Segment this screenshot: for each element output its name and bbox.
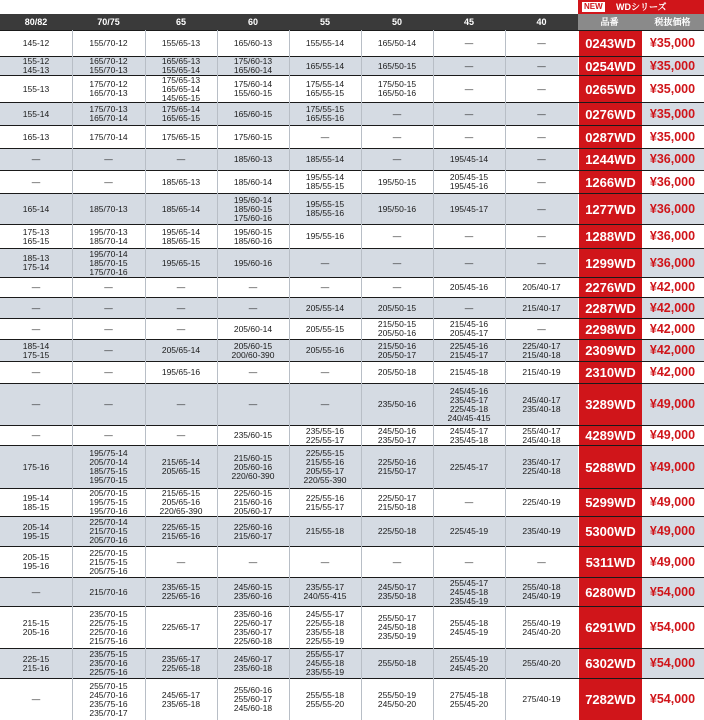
new-badge: NEW	[584, 2, 603, 11]
table-row	[0, 170, 704, 193]
size-cell: —	[248, 367, 258, 377]
price-cell: ¥49,000	[649, 459, 696, 474]
size-cell: 255/45-19 245/45-20	[449, 653, 489, 673]
price-cell: ¥35,000	[649, 106, 696, 121]
size-cell: 195/50-16	[377, 203, 417, 214]
size-cell: 255/40-19 245/40-20	[522, 617, 561, 637]
size-cell: —	[392, 556, 402, 567]
size-cell: 175/65-14 165/65-15	[161, 104, 201, 123]
column-divider	[289, 30, 290, 720]
series-banner	[578, 0, 704, 14]
size-cell: 225/70-15 215/75-15 205/75-16	[89, 547, 128, 576]
size-cell: 255/45-18 245/45-19	[449, 617, 489, 637]
size-cell: —	[176, 430, 186, 440]
table-row	[0, 648, 704, 678]
product-code: 1299WD	[578, 249, 642, 277]
size-cell: 225/50-16 215/50-17	[377, 457, 417, 476]
size-cell: 165-14	[22, 203, 50, 214]
price-cell: ¥54,000	[649, 620, 696, 634]
size-cell: 185/55-14	[305, 154, 345, 164]
table-row	[0, 339, 704, 361]
table-row	[0, 425, 704, 445]
size-cell: —	[537, 203, 546, 214]
column-divider	[72, 30, 73, 720]
size-cell: 225/40-19	[522, 497, 561, 507]
size-cell: —	[248, 302, 258, 313]
size-cell: 225-15 215-16	[22, 653, 50, 673]
size-cell: 205/55-15	[305, 323, 345, 334]
price-cell: ¥36,000	[649, 229, 696, 243]
column-header-0: 80/82	[24, 17, 48, 27]
size-cell: —	[248, 556, 258, 567]
size-cell: —	[537, 154, 546, 164]
table-row	[0, 383, 704, 425]
size-cell: 205/65-14	[161, 345, 201, 355]
size-cell: 195/55-16	[305, 231, 345, 241]
size-cell: 245/45-16 235/45-17 225/45-18 240/45-415	[447, 385, 491, 423]
price-cell: ¥54,000	[649, 656, 696, 670]
table-row	[0, 361, 704, 383]
size-cell: —	[104, 430, 113, 440]
size-cell: —	[176, 154, 186, 164]
price-cell: ¥42,000	[649, 300, 696, 315]
price-cell: ¥54,000	[649, 692, 696, 706]
size-cell: —	[104, 302, 113, 313]
size-cell: 235/55-16 225/55-17	[305, 425, 345, 445]
size-cell: 175/70-14	[89, 131, 128, 142]
size-cell: 215/40-17	[522, 302, 561, 313]
size-cell: —	[104, 399, 113, 409]
product-code: 6280WD	[578, 578, 642, 606]
product-code: 7282WD	[578, 679, 642, 720]
size-cell: —	[104, 176, 113, 187]
size-cell: 195/60-14 185/60-15 175/60-16	[233, 194, 273, 223]
price-cell: ¥36,000	[649, 174, 696, 189]
size-cell: 235/40-17 225/40-18	[522, 457, 561, 476]
price-cell: ¥49,000	[649, 397, 696, 411]
table-row	[0, 546, 704, 577]
column-divider	[217, 30, 218, 720]
size-cell: 235/75-15 235/70-16 225/75-16	[89, 649, 128, 677]
size-cell: 225/55-15 215/55-16 205/55-17 220/55-390	[303, 448, 347, 485]
size-cell: 205/70-15 195/75-15 195/70-16	[89, 488, 128, 516]
size-cell: 155/70-12	[89, 38, 128, 48]
size-cell: —	[537, 60, 546, 71]
size-cell: 165/60-15	[233, 108, 273, 119]
price-cell: ¥49,000	[649, 524, 696, 538]
size-cell: 205/45-15 195/45-16	[449, 172, 489, 191]
size-cell: 205-14 195-15	[22, 521, 50, 541]
product-code: 2287WD	[578, 298, 642, 318]
size-cell: —	[537, 108, 546, 119]
product-code: 2310WD	[578, 362, 642, 383]
size-cell: 205/55-14	[305, 302, 345, 313]
product-code: 2309WD	[578, 340, 642, 361]
table-row	[0, 577, 704, 606]
size-cell: 215/55-18	[305, 526, 345, 536]
column-header-3: 60	[247, 17, 258, 27]
size-cell: —	[320, 556, 330, 567]
size-cell: 225/50-18	[377, 526, 417, 536]
size-cell: —	[31, 430, 41, 440]
size-cell: 155-14	[22, 108, 50, 119]
size-cell: 175/65-15	[161, 131, 201, 142]
table-row	[0, 224, 704, 248]
size-cell: 205-15 195-16	[22, 552, 50, 571]
size-cell: 225/40-17 215/40-18	[522, 340, 561, 360]
product-code: 6291WD	[578, 607, 642, 648]
price-cell: ¥35,000	[649, 58, 696, 73]
product-code: 5299WD	[578, 489, 642, 516]
size-cell: 225/45-17	[449, 461, 489, 472]
size-cell: 235/50-16	[377, 399, 417, 409]
column-header-2: 65	[175, 17, 186, 27]
price-cell: ¥49,000	[649, 495, 696, 509]
series-label: WDシリーズ	[616, 2, 667, 12]
column-divider	[505, 30, 506, 720]
size-cell: 185/65-14	[161, 203, 201, 214]
price-cell: ¥42,000	[649, 365, 696, 379]
size-cell: —	[104, 282, 113, 292]
size-cell: 205/60-15 200/60-390	[231, 340, 275, 360]
column-header-7: 40	[536, 17, 547, 27]
table-row	[0, 318, 704, 339]
size-cell: —	[31, 586, 41, 597]
size-cell: 215/70-16	[89, 586, 128, 597]
table-header	[0, 0, 704, 30]
size-cell: —	[537, 83, 546, 94]
size-cell: 165/50-15	[377, 60, 417, 71]
table-row	[0, 30, 704, 56]
size-cell: 195/75-14 205/70-14 185/75-15 195/70-15	[89, 448, 128, 485]
size-cell: 215/60-15 205/60-16 220/60-390	[231, 452, 275, 481]
size-cell: 185/60-14	[233, 176, 273, 187]
price-cell: ¥35,000	[649, 36, 696, 50]
size-cell: —	[248, 282, 258, 292]
size-cell: —	[464, 497, 474, 507]
size-cell: —	[31, 694, 41, 704]
size-cell: 175/60-14 155/60-15	[233, 79, 273, 98]
size-cell: 275/45-18 255/45-20	[449, 689, 489, 709]
size-cell: 175-16	[22, 461, 50, 472]
size-cell: 155-13	[22, 83, 50, 94]
size-cell: —	[176, 323, 186, 334]
size-cell: —	[392, 108, 402, 119]
price-cell: ¥49,000	[649, 554, 696, 569]
column-header-5: 50	[391, 17, 402, 27]
size-cell: —	[537, 131, 546, 142]
size-cell: —	[104, 367, 113, 377]
size-cell: —	[464, 257, 474, 268]
size-cell: —	[104, 154, 113, 164]
size-cell: 215/40-19	[522, 367, 561, 377]
size-cell: —	[31, 282, 41, 292]
column-divider	[145, 30, 146, 720]
size-cell: —	[464, 83, 474, 94]
product-code: 2298WD	[578, 319, 642, 339]
size-cell: 205/55-16	[305, 345, 345, 355]
size-cell: 175/60-13 165/60-14	[233, 56, 273, 75]
size-cell: 205/50-18	[377, 367, 417, 377]
size-cell: —	[464, 108, 474, 119]
column-header-8: 品番	[600, 17, 619, 27]
size-cell: 165/55-14	[305, 60, 345, 71]
size-cell: 175/65-13 165/65-14 145/65-15	[161, 74, 201, 103]
size-cell: 165-13	[22, 131, 50, 142]
size-cell: 165/50-14	[377, 38, 417, 48]
size-cell: —	[176, 302, 186, 313]
size-cell: —	[104, 323, 113, 334]
size-cell: 245/60-17 235/60-18	[233, 653, 273, 673]
size-cell: —	[392, 282, 402, 292]
size-cell: 255/45-17 245/45-18 235/45-19	[449, 577, 489, 606]
size-cell: 185/60-13	[233, 154, 273, 164]
size-cell: —	[464, 131, 474, 142]
size-cell: 225/60-16 215/60-17	[233, 521, 273, 541]
size-cell: —	[537, 176, 546, 187]
size-cell: 155/55-14	[305, 38, 345, 48]
size-cell: 175/70-13 165/70-14	[89, 104, 128, 123]
size-cell: 245/55-17 225/55-18 235/55-18 225/55-19	[305, 608, 345, 646]
price-cell: ¥35,000	[649, 129, 696, 144]
size-cell: 245/40-17 235/40-18	[522, 394, 561, 414]
size-cell: 245/50-16 235/50-17	[377, 425, 417, 445]
size-cell: 195/65-15	[161, 257, 201, 268]
size-cell: —	[537, 257, 546, 268]
table-row	[0, 297, 704, 318]
size-cell: 205/45-16	[449, 282, 489, 292]
size-cell: —	[248, 399, 258, 409]
size-cell: 225/50-17 215/50-18	[377, 492, 417, 512]
product-code: 1288WD	[578, 225, 642, 248]
size-cell: 165/65-13 155/65-14	[161, 56, 201, 75]
size-cell: 175/70-12 165/70-13	[89, 79, 128, 98]
size-cell: 215/65-14 205/65-15	[161, 457, 201, 476]
size-cell: 235/65-17 225/65-18	[161, 653, 201, 673]
size-cell: 255/55-17 245/55-18 235/55-19	[305, 649, 345, 677]
size-cell: 175/60-15	[233, 131, 273, 142]
size-cell: —	[392, 131, 402, 142]
size-cell: 185-14 175-15	[22, 340, 50, 360]
price-cell: ¥54,000	[649, 584, 696, 599]
product-code: 5288WD	[578, 446, 642, 488]
product-code: 0276WD	[578, 103, 642, 125]
size-cell: —	[31, 323, 41, 334]
column-divider	[361, 30, 362, 720]
size-cell: —	[176, 556, 186, 567]
product-code: 0243WD	[578, 31, 642, 56]
table-row	[0, 193, 704, 224]
size-cell: 225/70-14 215/70-15 205/70-16	[89, 517, 128, 545]
table-row	[0, 277, 704, 297]
size-cell: —	[464, 556, 474, 567]
size-cell: —	[464, 302, 474, 313]
size-cell: —	[31, 302, 41, 313]
size-cell: 215-15 205-16	[22, 617, 50, 637]
size-cell: —	[320, 367, 330, 377]
size-cell: 155-12 145-13	[22, 56, 50, 75]
size-cell: —	[104, 345, 113, 355]
size-cell: 235/65-15 225/65-16	[161, 582, 201, 601]
size-cell: —	[537, 38, 546, 48]
size-cell: 255/70-15 245/70-16 235/75-16 235/70-17	[89, 680, 128, 718]
size-cell: 205/60-14	[233, 323, 273, 334]
size-cell: 195/55-14 185/55-15	[305, 172, 345, 191]
size-cell: 205/40-17	[522, 282, 561, 292]
size-cell: 215/45-18	[449, 367, 489, 377]
size-cell: 245/60-15 235/60-16	[233, 582, 273, 601]
size-cell: 255/50-17 245/50-18 235/50-19	[377, 613, 417, 641]
size-cell: 195/60-16	[233, 257, 273, 268]
size-cell: 255/40-17 245/40-18	[522, 425, 561, 445]
product-code: 5311WD	[578, 547, 642, 577]
table-row	[0, 75, 704, 102]
product-code: 1266WD	[578, 171, 642, 193]
table-row	[0, 248, 704, 277]
table-row	[0, 102, 704, 125]
table-row	[0, 516, 704, 546]
size-cell: 225/65-17	[161, 622, 201, 632]
product-code: 3289WD	[578, 384, 642, 425]
product-code: 4289WD	[578, 426, 642, 445]
size-cell: 245/50-17 235/50-18	[377, 582, 417, 601]
size-cell: 275/40-19	[522, 694, 561, 704]
size-cell: 235/60-15	[233, 430, 273, 440]
size-cell: 225/45-19	[449, 526, 489, 536]
product-code: 6302WD	[578, 649, 642, 678]
size-cell: 235/55-17 240/55-415	[303, 582, 347, 601]
size-cell: 175/55-14 165/55-15	[305, 79, 345, 98]
size-cell: 185/70-13	[89, 203, 128, 214]
size-cell: 175/50-15 165/50-16	[377, 79, 417, 98]
table-row	[0, 606, 704, 648]
table-row	[0, 445, 704, 488]
column-header-4: 55	[319, 17, 330, 27]
size-cell: —	[464, 60, 474, 71]
size-cell: 195/65-16	[161, 367, 201, 377]
size-cell: —	[464, 231, 474, 241]
column-divider	[433, 30, 434, 720]
product-code: 0254WD	[578, 57, 642, 75]
size-cell: —	[31, 399, 41, 409]
size-cell: 255/50-18	[377, 658, 417, 668]
column-header-9: 税抜価格	[654, 17, 691, 27]
size-cell: 165/60-13	[233, 38, 273, 48]
price-cell: ¥42,000	[649, 280, 696, 294]
size-cell: 195/70-14 185/70-15 175/70-16	[89, 248, 128, 277]
size-cell: 215/50-16 205/50-17	[377, 340, 417, 360]
size-cell: 175-13 165-15	[22, 226, 50, 246]
table-row	[0, 488, 704, 516]
product-code: 5300WD	[578, 517, 642, 546]
size-cell: 235/60-16 225/60-17 235/60-17 225/60-18	[233, 608, 273, 646]
price-cell: ¥42,000	[649, 321, 696, 336]
size-cell: 195/65-14 185/65-15	[161, 226, 201, 246]
table-row	[0, 148, 704, 170]
size-cell: 245/45-17 235/45-18	[449, 425, 489, 445]
size-cell: 175/55-15 165/55-16	[305, 104, 345, 123]
size-cell: 185/65-13	[161, 176, 201, 187]
column-header-6: 45	[463, 17, 474, 27]
size-cell: 155/65-13	[161, 38, 201, 48]
size-cell: —	[320, 131, 330, 142]
size-cell: —	[537, 231, 546, 241]
product-code: 1277WD	[578, 194, 642, 224]
size-cell: —	[31, 367, 41, 377]
size-cell: 225/60-15 215/60-16 205/60-17	[233, 488, 273, 516]
column-header-1: 70/75	[97, 17, 120, 27]
product-code: 0265WD	[578, 76, 642, 102]
size-cell: 145-12	[22, 38, 50, 48]
size-cell: —	[392, 154, 402, 164]
size-cell: —	[320, 257, 330, 268]
size-cell: 255/40-20	[522, 658, 561, 668]
size-cell: —	[31, 176, 41, 187]
price-cell: ¥35,000	[649, 81, 696, 96]
table-row	[0, 56, 704, 75]
price-cell: ¥36,000	[649, 255, 696, 270]
size-cell: 195/55-15 185/55-16	[305, 199, 345, 218]
size-cell: 165/70-12 155/70-13	[89, 56, 128, 75]
size-cell: —	[392, 257, 402, 268]
size-cell: —	[537, 323, 546, 334]
product-code: 0287WD	[578, 126, 642, 148]
price-cell: ¥36,000	[649, 201, 696, 216]
price-cell: ¥49,000	[649, 428, 696, 442]
size-cell: 215/45-16 205/45-17	[449, 319, 489, 338]
product-code: 1244WD	[578, 149, 642, 170]
size-cell: —	[176, 282, 186, 292]
size-cell: 225/65-15 215/65-16	[161, 521, 201, 541]
size-cell: —	[464, 38, 474, 48]
size-cell: 255/60-16 255/60-17 245/60-18	[233, 685, 273, 713]
size-cell: 255/40-18 245/40-19	[522, 582, 561, 601]
size-cell: 195/50-15	[377, 176, 417, 187]
size-cell: 195-14 185-15	[22, 492, 50, 512]
price-cell: ¥42,000	[649, 343, 696, 357]
size-cell: 225/45-16 215/45-17	[449, 340, 489, 360]
size-cell: 255/50-19 245/50-20	[377, 689, 417, 709]
size-cell: —	[320, 399, 330, 409]
size-cell: 215/65-15 205/65-16 220/65-390	[159, 488, 203, 516]
size-cell: 235/70-15 225/75-15 225/70-16 215/75-16	[89, 608, 128, 646]
size-cell: 245/65-17 235/65-18	[161, 689, 201, 709]
size-cell: 255/55-18 255/55-20	[305, 689, 345, 709]
product-code: 2276WD	[578, 278, 642, 297]
size-cell: —	[392, 231, 402, 241]
size-cell: 225/55-16 215/55-17	[305, 492, 345, 512]
price-cell: ¥36,000	[649, 152, 696, 166]
size-cell: —	[176, 399, 186, 409]
size-cell: 205/50-15	[377, 302, 417, 313]
size-cell: 215/50-15 205/50-16	[377, 319, 417, 338]
table-row	[0, 678, 704, 720]
size-cell: —	[320, 282, 330, 292]
table-row	[0, 125, 704, 148]
size-cell: 195/70-13 185/70-14	[89, 226, 128, 246]
size-cell: —	[31, 154, 41, 164]
size-cell: 195/45-14	[449, 154, 489, 164]
size-cell: —	[537, 556, 546, 567]
size-cell: 195/60-15 185/60-16	[233, 226, 273, 246]
size-cell: 185-13 175-14	[22, 253, 50, 272]
size-cell: 235/40-19	[522, 526, 561, 536]
size-cell: 195/45-17	[449, 203, 489, 214]
